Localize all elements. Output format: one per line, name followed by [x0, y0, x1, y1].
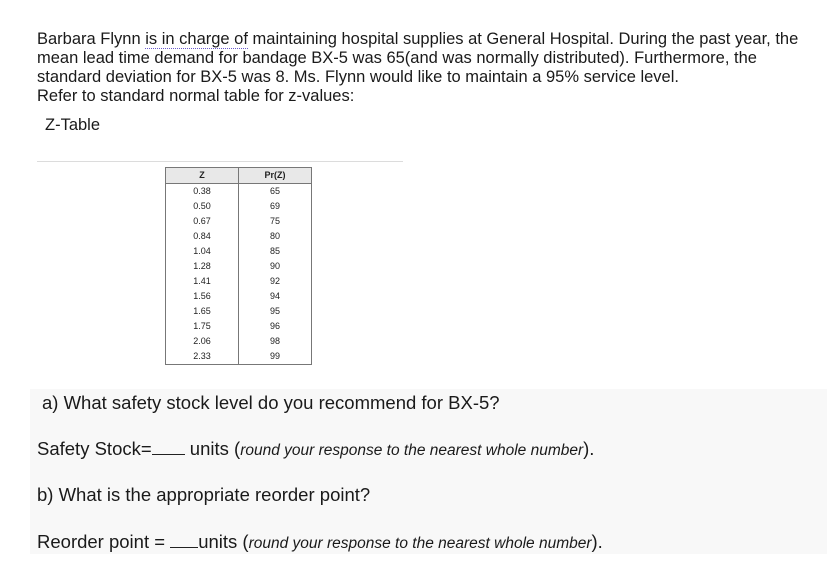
safety-stock-answer-blank[interactable]: [152, 453, 185, 455]
z-value-cell: 1.28: [166, 259, 239, 274]
z-value-cell: 1.04: [166, 244, 239, 259]
z-table-row: [166, 304, 312, 319]
z-table-row: [166, 334, 312, 349]
z-table-row: [166, 349, 312, 365]
reorder-point-note-text: round your response to the nearest whole number: [248, 535, 592, 552]
z-table-row: [166, 229, 312, 244]
prz-value-cell: 80: [239, 229, 312, 244]
z-table-row: [166, 244, 312, 259]
z-column-header: Z: [166, 168, 239, 184]
question-b-answer-line: [37, 531, 603, 553]
safety-stock-note: (round your response to the nearest whole number).: [234, 438, 595, 459]
intro-line-2: mean lead time demand for bandage BX-5 was 65(and was normally distributed). Furthermore, the: [37, 49, 757, 67]
reorder-point-label: Reorder point =: [37, 531, 171, 552]
safety-stock-units: units: [184, 438, 235, 459]
reorder-point-answer-blank[interactable]: [170, 546, 198, 548]
prz-value-cell: 65: [239, 184, 312, 200]
reorder-point-units: units: [198, 531, 243, 552]
prz-column-header: Pr(Z): [239, 168, 312, 184]
z-table-row: [166, 319, 312, 334]
intro-line-4: Refer to standard normal table for z-values:: [37, 87, 355, 105]
z-table-row: [166, 184, 312, 200]
reorder-point-note: (round your response to the nearest whole number).: [242, 531, 603, 552]
intro-line-1-start: Barbara Flynn: [37, 30, 146, 48]
z-table-row: [166, 289, 312, 304]
z-value-cell: 1.75: [166, 319, 239, 334]
prz-value-cell: 99: [239, 349, 312, 365]
prz-value-cell: 69: [239, 199, 312, 214]
prz-value-cell: 75: [239, 214, 312, 229]
z-table-row: [166, 214, 312, 229]
z-value-cell: 0.84: [166, 229, 239, 244]
z-table-row: [166, 199, 312, 214]
z-value-cell: 1.56: [166, 289, 239, 304]
intro-line-3: standard deviation for BX-5 was 8. Ms. Flynn would like to maintain a 95% service level.: [37, 68, 679, 86]
dotted-underlined-phrase: is in charge of: [145, 30, 248, 48]
intro-line-1-end: maintaining hospital supplies at General Hospital. During the past year, the: [247, 30, 799, 48]
z-table-link[interactable]: Z-Table: [45, 116, 101, 134]
z-table-header-row: [166, 168, 312, 184]
safety-stock-label: Safety Stock=: [37, 438, 152, 459]
question-a-prompt: a) What safety stock level do you recommend for BX-5?: [42, 392, 500, 413]
z-value-cell: 1.41: [166, 274, 239, 289]
z-value-cell: 0.38: [166, 184, 239, 200]
question-area: [30, 389, 827, 554]
prz-value-cell: 85: [239, 244, 312, 259]
z-value-cell: 0.50: [166, 199, 239, 214]
prz-value-cell: 94: [239, 289, 312, 304]
prz-value-cell: 96: [239, 319, 312, 334]
z-value-cell: 2.06: [166, 334, 239, 349]
z-table-body: [166, 184, 312, 365]
safety-stock-note-text: round your response to the nearest whole number: [240, 442, 584, 459]
problem-statement: [37, 30, 827, 106]
z-value-cell: 1.65: [166, 304, 239, 319]
question-a-answer-line: [37, 438, 594, 460]
z-table: [165, 167, 312, 365]
prz-value-cell: 90: [239, 259, 312, 274]
divider: [37, 161, 403, 162]
z-table-row: [166, 274, 312, 289]
question-b-prompt: b) What is the appropriate reorder point?: [37, 484, 371, 505]
prz-value-cell: 95: [239, 304, 312, 319]
prz-value-cell: 98: [239, 334, 312, 349]
z-table-row: [166, 259, 312, 274]
prz-value-cell: 92: [239, 274, 312, 289]
z-value-cell: 0.67: [166, 214, 239, 229]
intro-line-1: [37, 30, 827, 49]
z-value-cell: 2.33: [166, 349, 239, 365]
